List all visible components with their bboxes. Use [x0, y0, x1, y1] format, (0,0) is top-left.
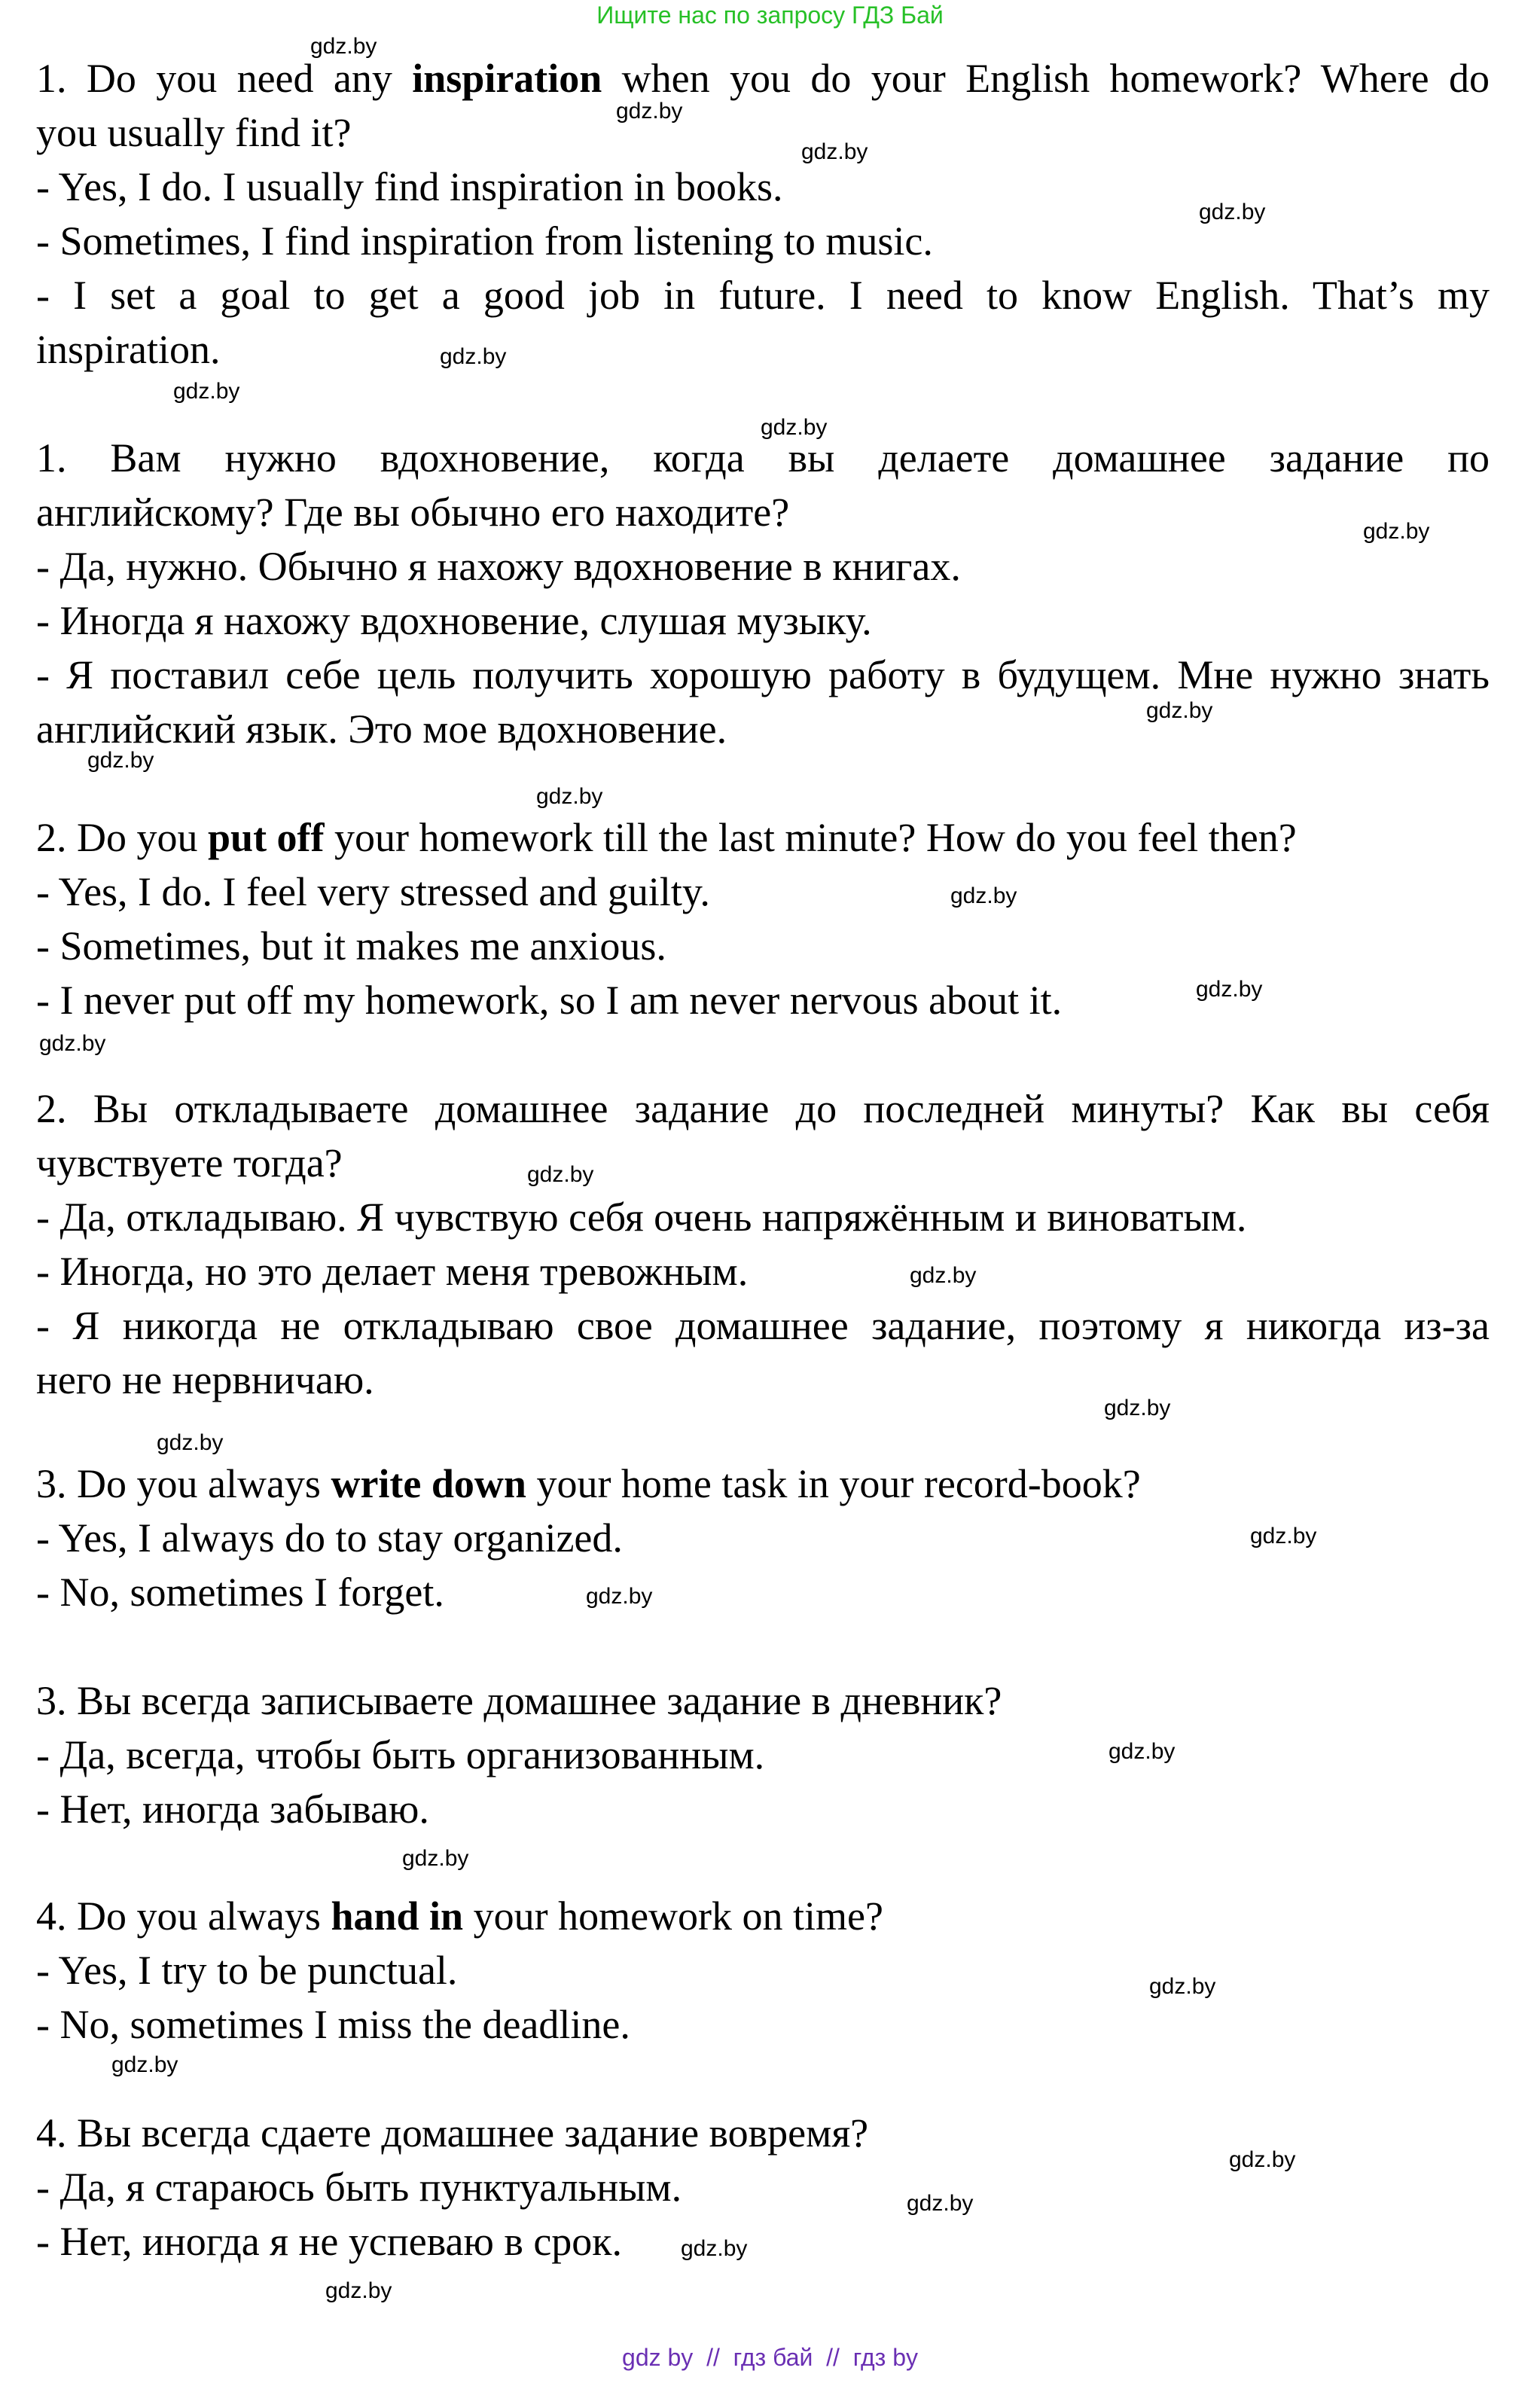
watermark: gdz.by: [310, 34, 377, 59]
watermark: gdz.by: [907, 2191, 974, 2216]
footer-link-gdz-by[interactable]: gdz by: [622, 2344, 694, 2371]
watermark: gdz.by: [173, 379, 240, 404]
q2-ru-answer-2: - Иногда, но это делает меня тревожным.: [36, 1249, 749, 1294]
q1-ru-answer-3-line1: - Я поставил себе цель получить хорошую работу в будущем. Мне нужно знать: [36, 652, 1490, 697]
q3-en-answer-2: - No, sometimes I forget.: [36, 1570, 444, 1615]
footer-links: [0, 2342, 1540, 2372]
q1-ru-question-line2: английскому? Где вы обычно его находите?: [36, 490, 790, 535]
watermark: gdz.by: [39, 1031, 106, 1056]
q1-ru-answer-1: - Да, нужно. Обычно я нахожу вдохновение в книгах.: [36, 544, 961, 589]
q2-ru-answer-3-line1: - Я никогда не откладываю свое домашнее задание, поэтому я никогда из-за: [36, 1303, 1490, 1348]
watermark: gdz.by: [586, 1584, 653, 1609]
watermark: gdz.by: [1104, 1396, 1171, 1420]
q3-ru-answer-1: - Да, всегда, чтобы быть организованным.: [36, 1732, 765, 1777]
watermark: gdz.by: [761, 415, 828, 440]
q4-ru-answer-2: - Нет, иногда я не успеваю в срок.: [36, 2219, 623, 2264]
watermark: gdz.by: [1250, 1524, 1317, 1548]
q1-en-question-line2: you usually find it?: [36, 110, 352, 155]
keyword-write-down: write down: [331, 1461, 526, 1506]
q4-ru-answer-1: - Да, я стараюсь быть пунктуальным.: [36, 2165, 682, 2210]
watermark: gdz.by: [1363, 519, 1430, 544]
q4-ru-question: 4. Вы всегда сдаете домашнее задание вовремя?: [36, 2110, 869, 2156]
watermark: gdz.by: [1196, 977, 1263, 1002]
footer-separator: //: [813, 2344, 853, 2371]
keyword-inspiration: inspiration: [412, 56, 602, 101]
watermark: gdz.by: [325, 2278, 392, 2303]
q3-en-question: 3. Do you always write down your home task in your record-book?: [36, 1461, 1141, 1506]
watermark: gdz.by: [402, 1846, 469, 1871]
footer-separator: //: [693, 2344, 733, 2371]
watermark: gdz.by: [1146, 698, 1213, 723]
watermark: gdz.by: [1229, 2147, 1296, 2172]
q1-en-answer-2: - Sometimes, I find inspiration from listening to music.: [36, 218, 933, 264]
keyword-hand-in: hand in: [331, 1893, 464, 1939]
header-search-link[interactable]: Ищите нас по запросу ГДЗ Бай: [596, 2, 944, 29]
q4-en-answer-2: - No, sometimes I miss the deadline.: [36, 2002, 630, 2047]
q2-en-question: 2. Do you put off your homework till the last minute? How do you feel then?: [36, 815, 1297, 860]
footer-link-gdz-by-cyr[interactable]: гдз by: [852, 2344, 918, 2371]
watermark: gdz.by: [111, 2052, 178, 2077]
q2-ru-question-line2: чувствуете тогда?: [36, 1140, 343, 1185]
q3-ru-answer-2: - Нет, иногда забываю.: [36, 1786, 429, 1832]
q1-ru-question-line1: 1. Вам нужно вдохновение, когда вы делаете домашнее задание по: [36, 435, 1490, 481]
watermark: gdz.by: [1199, 200, 1266, 224]
watermark: gdz.by: [87, 748, 154, 773]
q1-en-answer-1: - Yes, I do. I usually find inspiration in books.: [36, 164, 783, 209]
q2-en-answer-2: - Sometimes, but it makes me anxious.: [36, 923, 666, 969]
q1-ru-answer-3-line2: английский язык. Это мое вдохновение.: [36, 706, 727, 752]
watermark: gdz.by: [157, 1430, 224, 1455]
q2-en-answer-1: - Yes, I do. I feel very stressed and guilty.: [36, 869, 710, 914]
q2-ru-answer-1: - Да, откладываю. Я чувствую себя очень напряжённым и виноватым.: [36, 1195, 1247, 1240]
watermark: gdz.by: [616, 99, 683, 124]
q3-ru-question: 3. Вы всегда записываете домашнее задание в дневник?: [36, 1678, 1002, 1723]
q1-en-question-line1: 1. Do you need any inspiration when you do your English homework? Where do: [36, 56, 1490, 101]
q1-en-answer-3-line2: inspiration.: [36, 327, 221, 372]
watermark: gdz.by: [801, 139, 868, 164]
watermark: gdz.by: [950, 883, 1017, 908]
footer-link-gdz-bai[interactable]: гдз бай: [733, 2344, 813, 2371]
q4-en-question: 4. Do you always hand in your homework on time?: [36, 1893, 883, 1939]
q1-ru-answer-2: - Иногда я нахожу вдохновение, слушая музыку.: [36, 598, 872, 643]
watermark: gdz.by: [1149, 1974, 1216, 1999]
q3-en-answer-1: - Yes, I always do to stay organized.: [36, 1515, 623, 1561]
q1-en-answer-3-line1: - I set a goal to get a good job in future. I need to know English. That’s my: [36, 273, 1490, 318]
watermark: gdz.by: [910, 1263, 977, 1288]
q2-ru-question-line1: 2. Вы откладываете домашнее задание до последней минуты? Как вы себя: [36, 1086, 1490, 1131]
q4-en-answer-1: - Yes, I try to be punctual.: [36, 1948, 458, 1993]
watermark: gdz.by: [527, 1162, 594, 1187]
q2-en-answer-3: - I never put off my homework, so I am never nervous about it.: [36, 978, 1063, 1023]
watermark: gdz.by: [536, 784, 603, 809]
watermark: gdz.by: [440, 344, 507, 369]
watermark: gdz.by: [681, 2236, 748, 2261]
watermark: gdz.by: [1108, 1739, 1176, 1764]
keyword-put-off: put off: [208, 815, 325, 860]
q2-ru-answer-3-line2: него не нервничаю.: [36, 1357, 374, 1402]
